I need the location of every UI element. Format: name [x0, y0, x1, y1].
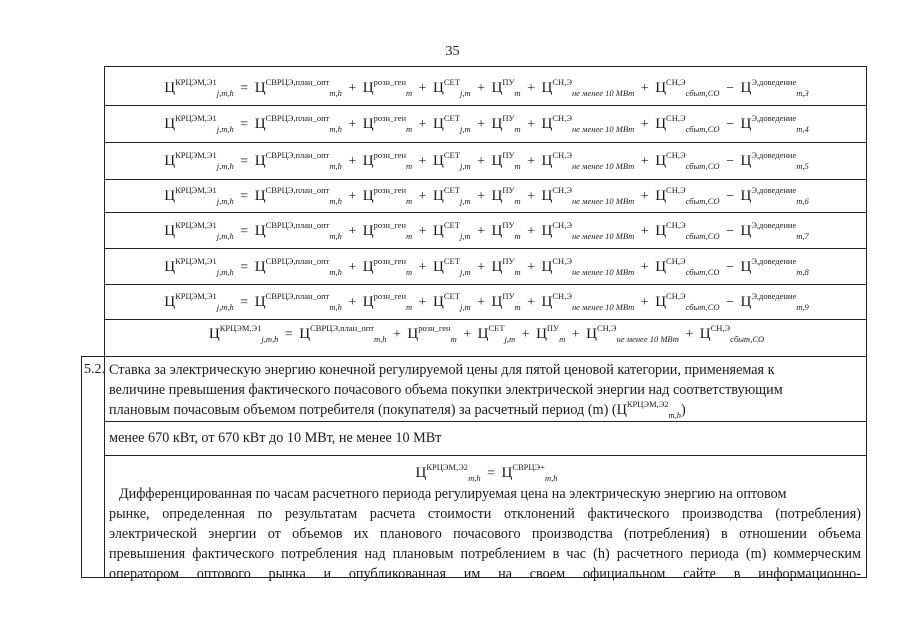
row-divider — [81, 356, 867, 357]
formula-row: $Ц^{КРЦЭМ,Э1}_{j,m,h} = Ц^{СВРЦЭ,план\_опт}_{m,h} + Ц^{розн\_ген}_m + Ц^{СЕТ}_{j,m} + Ц^{ПУ}_m + Ц^{СН,Э}_{не менее 10 МВт} + Ц^{СН,Э}_{сбыт,СО}$ — [208, 323, 765, 344]
formula-row: $Ц^{КРЦЭМ,Э1}_{j,m,h} = Ц^{СВРЦЭ,план\_опт}_{m,h} + Ц^{розн\_ген}_m + Ц^{СЕТ}_{j,m} + Ц^{ПУ}_m + Ц^{СН,Э}_{не менее 10 МВт} + Ц^{СН,Э}_{сбыт,СО} - Ц^{Э,доведение}_{m,7}$ — [164, 220, 809, 241]
description-line: рынке, определенная по результатам расчета стоимости отклонений фактического производства (потребления) — [109, 506, 861, 522]
row-divider — [104, 66, 867, 67]
section-title-line: Ставка за электрическую энергию конечной регулируемой цены для пятой ценовой категории, применяемая к — [109, 362, 775, 378]
row-divider — [104, 421, 867, 422]
formula-row: $Ц^{КРЦЭМ,Э1}_{j,m,h} = Ц^{СВРЦЭ,план\_опт}_{m,h} + Ц^{розн\_ген}_m + Ц^{СЕТ}_{j,m} + Ц^{ПУ}_m + Ц^{СН,Э}_{не менее 10 МВт} + Ц^{СН,Э}_{сбыт,СО} - Ц^{Э,доведение}_{m,4}$ — [164, 113, 809, 134]
row-divider — [104, 319, 867, 320]
row-divider — [104, 179, 867, 180]
section-description — [109, 484, 861, 584]
formula-row: $Ц^{КРЦЭМ,Э1}_{j,m,h} = Ц^{СВРЦЭ,план\_опт}_{m,h} + Ц^{розн\_ген}_m + Ц^{СЕТ}_{j,m} + Ц^{ПУ}_m + Ц^{СН,Э}_{не менее 10 МВт} + Ц^{СН,Э}_{сбыт,СО} - Ц^{Э,доведение}_{m,5}$ — [164, 150, 809, 171]
capacity-range: менее 670 кВт, от 670 кВт до 10 МВт, не менее 10 МВт — [109, 430, 442, 446]
section-title-symbol: $Ц^{КРЦЭМ,Э2}_{m,h}$ — [616, 399, 682, 420]
description-line: электрической энергии от объемов их планового почасового производства (потребления) в отношении объема — [109, 526, 861, 542]
row-divider — [104, 105, 867, 106]
row-divider — [104, 142, 867, 143]
section-number: 5.2. — [84, 362, 105, 377]
description-line: оператором оптового рынка и опубликованная им на своем официальном сайте в информационно- — [109, 566, 861, 582]
row-divider — [104, 248, 867, 249]
page-number: 35 — [445, 44, 460, 59]
section-formula: $Ц^{КРЦЭМ,Э2}_{m,h} = Ц^{СВРЦЭ+}_{m,h}$ — [415, 462, 558, 483]
formula-row: $Ц^{КРЦЭМ,Э1}_{j,m,h} = Ц^{СВРЦЭ,план\_опт}_{m,h} + Ц^{розн\_ген}_m + Ц^{СЕТ}_{j,m} + Ц^{ПУ}_m + Ц^{СН,Э}_{не менее 10 МВт} + Ц^{СН,Э}_{сбыт,СО} - Ц^{Э,доведение}_{m,6}$ — [164, 185, 809, 206]
description-line: превышения фактического потребления над плановым потреблением в час (h) расчетного периода (m) коммерческим — [109, 546, 861, 562]
row-divider — [104, 212, 867, 213]
section-title — [109, 360, 861, 420]
row-divider — [104, 284, 867, 285]
formula-row: $Ц^{КРЦЭМ,Э1}_{j,m,h} = Ц^{СВРЦЭ,план\_опт}_{m,h} + Ц^{розн\_ген}_m + Ц^{СЕТ}_{j,m} + Ц^{ПУ}_m + Ц^{СН,Э}_{не менее 10 МВт} + Ц^{СН,Э}_{сбыт,СО} - Ц^{Э,доведение}_{m,8}$ — [164, 256, 809, 277]
table-left-border — [81, 356, 82, 578]
section-title-line: плановым почасовым объемом потребителя (покупателя) за расчетный период (m) $(Ц^{КРЦЭМ,Э2}_{m,h})$ — [109, 399, 686, 420]
formula-row: $Ц^{КРЦЭМ,Э1}_{j,m,h} = Ц^{СВРЦЭ,план\_опт}_{m,h} + Ц^{розн\_ген}_m + Ц^{СЕТ}_{j,m} + Ц^{ПУ}_m + Ц^{СН,Э}_{не менее 10 МВт} + Ц^{СН,Э}_{сбыт,СО} - Ц^{Э,доведение}_{m,3}$ — [164, 77, 809, 98]
description-line: Дифференцированная по часам расчетного периода регулируемая цена на электрическую энергию на оптовом — [119, 486, 787, 502]
formula-row: $Ц^{КРЦЭМ,Э1}_{j,m,h} = Ц^{СВРЦЭ,план\_опт}_{m,h} + Ц^{розн\_ген}_m + Ц^{СЕТ}_{j,m} + Ц^{ПУ}_m + Ц^{СН,Э}_{не менее 10 МВт} + Ц^{СН,Э}_{сбыт,СО} - Ц^{Э,доведение}_{m,9}$ — [164, 291, 809, 312]
row-divider — [104, 455, 867, 456]
section-title-line: величине превышения фактического почасового объема покупки электрической энергии над соответствующим — [109, 382, 783, 398]
